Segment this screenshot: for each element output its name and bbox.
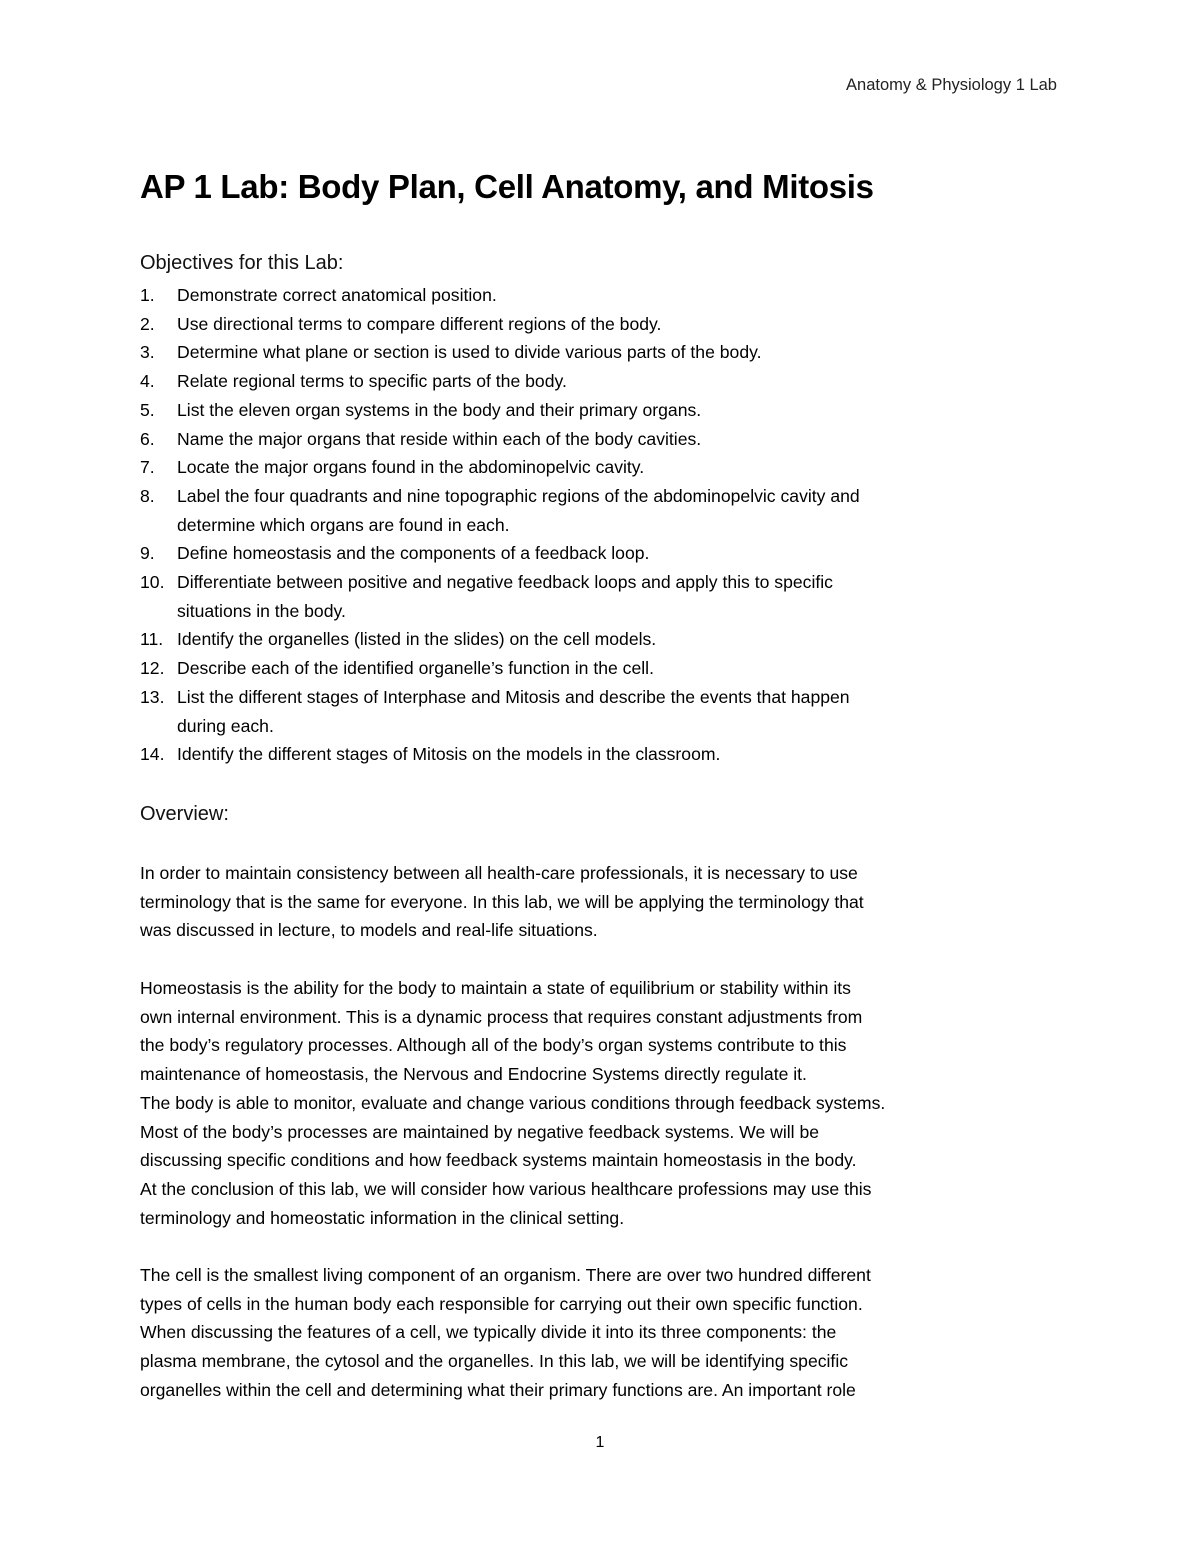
objective-number: 7. [140,457,155,478]
objective-item [140,281,860,310]
objective-text-line: Differentiate between positive and negative feedback loops and apply this to specific [177,572,833,593]
objective-item [140,539,860,568]
objective-number: 6. [140,428,155,449]
objective-text-line: Locate the major organs found in the abdominopelvic cavity. [177,457,645,478]
paragraph-line: organelles within the cell and determining what their primary functions are. An important role [140,1379,856,1400]
objective-text-line: List the different stages of Interphase and Mitosis and describe the events that happen [177,686,850,707]
objective-text-line: Name the major organs that reside within each of the body cavities. [177,428,702,449]
paragraph-line: maintenance of homeostasis, the Nervous and Endocrine Systems directly regulate it. [140,1064,807,1085]
objective-text-line: Identify the organelles (listed in the slides) on the cell models. [177,629,657,650]
objectives-heading: Objectives for this Lab: [140,252,344,274]
paragraph-line: terminology that is the same for everyone. In this lab, we will be applying the terminology that [140,891,864,912]
objective-text-line: situations in the body. [177,600,346,621]
objective-number: 8. [140,485,155,506]
objective-item [140,338,860,367]
objective-item [140,396,860,425]
objective-number: 2. [140,313,155,334]
objective-text-line: Demonstrate correct anatomical position. [177,285,497,305]
objective-item [140,568,860,625]
objective-number: 9. [140,543,155,564]
objective-item [140,482,860,539]
objective-item [140,740,860,769]
objective-text-line: Determine what plane or section is used to divide various parts of the body. [177,342,762,363]
objective-number: 10. [140,572,165,593]
page-title: AP 1 Lab: Body Plan, Cell Anatomy, and Mitosis [140,168,874,205]
objective-text-line: Relate regional terms to specific parts of the body. [177,371,567,392]
objective-text-line: Label the four quadrants and nine topographic regions of the abdominopelvic cavity and [177,485,860,506]
objective-text-line: Use directional terms to compare different regions of the body. [177,313,662,334]
objective-item [140,367,860,396]
paragraph-line: discussing specific conditions and how feedback systems maintain homeostasis in the body. [140,1150,857,1171]
paragraph-line: the body’s regulatory processes. Although all of the body’s organ systems contribute to this [140,1035,847,1056]
objective-text-line: List the eleven organ systems in the body and their primary organs. [177,399,702,420]
paragraph-line: Homeostasis is the ability for the body to maintain a state of equilibrium or stability within its [140,978,851,998]
paragraph-line: Most of the body’s processes are maintained by negative feedback systems. We will be [140,1121,820,1142]
objective-item [140,425,860,454]
paragraph-homeostasis [140,974,885,1232]
paragraph-line: types of cells in the human body each responsible for carrying out their own specific function. [140,1293,863,1314]
objective-item [140,625,860,654]
objective-number: 1. [140,285,155,305]
paragraph-cell [140,1261,871,1405]
running-header: Anatomy & Physiology 1 Lab [846,76,1057,94]
paragraph-terminology [140,859,864,945]
paragraph-line: The body is able to monitor, evaluate and change various conditions through feedback systems. [140,1092,886,1113]
objective-text-line: determine which organs are found in each. [177,514,510,535]
objective-text-line: Describe each of the identified organelle’s function in the cell. [177,658,654,679]
objective-text-line: during each. [177,715,274,736]
objective-text-line: Identify the different stages of Mitosis on the models in the classroom. [177,744,721,765]
paragraph-line: At the conclusion of this lab, we will consider how various healthcare professions may use this [140,1178,872,1199]
objective-item [140,683,860,740]
paragraph-line: was discussed in lecture, to models and real-life situations. [140,920,598,941]
objective-item [140,310,860,339]
objective-number: 12. [140,658,165,679]
paragraph-line: plasma membrane, the cytosol and the organelles. In this lab, we will be identifying specific [140,1351,849,1372]
objective-number: 3. [140,342,155,363]
objective-text-line: Define homeostasis and the components of a feedback loop. [177,543,650,564]
objective-number: 11. [140,629,164,650]
paragraph-line: In order to maintain consistency between all health-care professionals, it is necessary to use [140,863,858,883]
objective-number: 13. [140,686,165,707]
paragraph-line: The cell is the smallest living component of an organism. There are over two hundred different [140,1265,871,1285]
objective-number: 4. [140,371,155,392]
objective-item [140,654,860,683]
paragraph-line: When discussing the features of a cell, we typically divide it into its three components: the [140,1322,837,1343]
objective-item [140,453,860,482]
overview-heading: Overview: [140,803,229,825]
paragraph-line: terminology and homeostatic information in the clinical setting. [140,1207,625,1228]
page-number: 1 [595,1434,605,1451]
objective-number: 5. [140,399,155,420]
paragraph-line: own internal environment. This is a dynamic process that requires constant adjustments from [140,1006,863,1027]
objectives-list [140,281,860,769]
objective-number: 14. [140,744,165,765]
